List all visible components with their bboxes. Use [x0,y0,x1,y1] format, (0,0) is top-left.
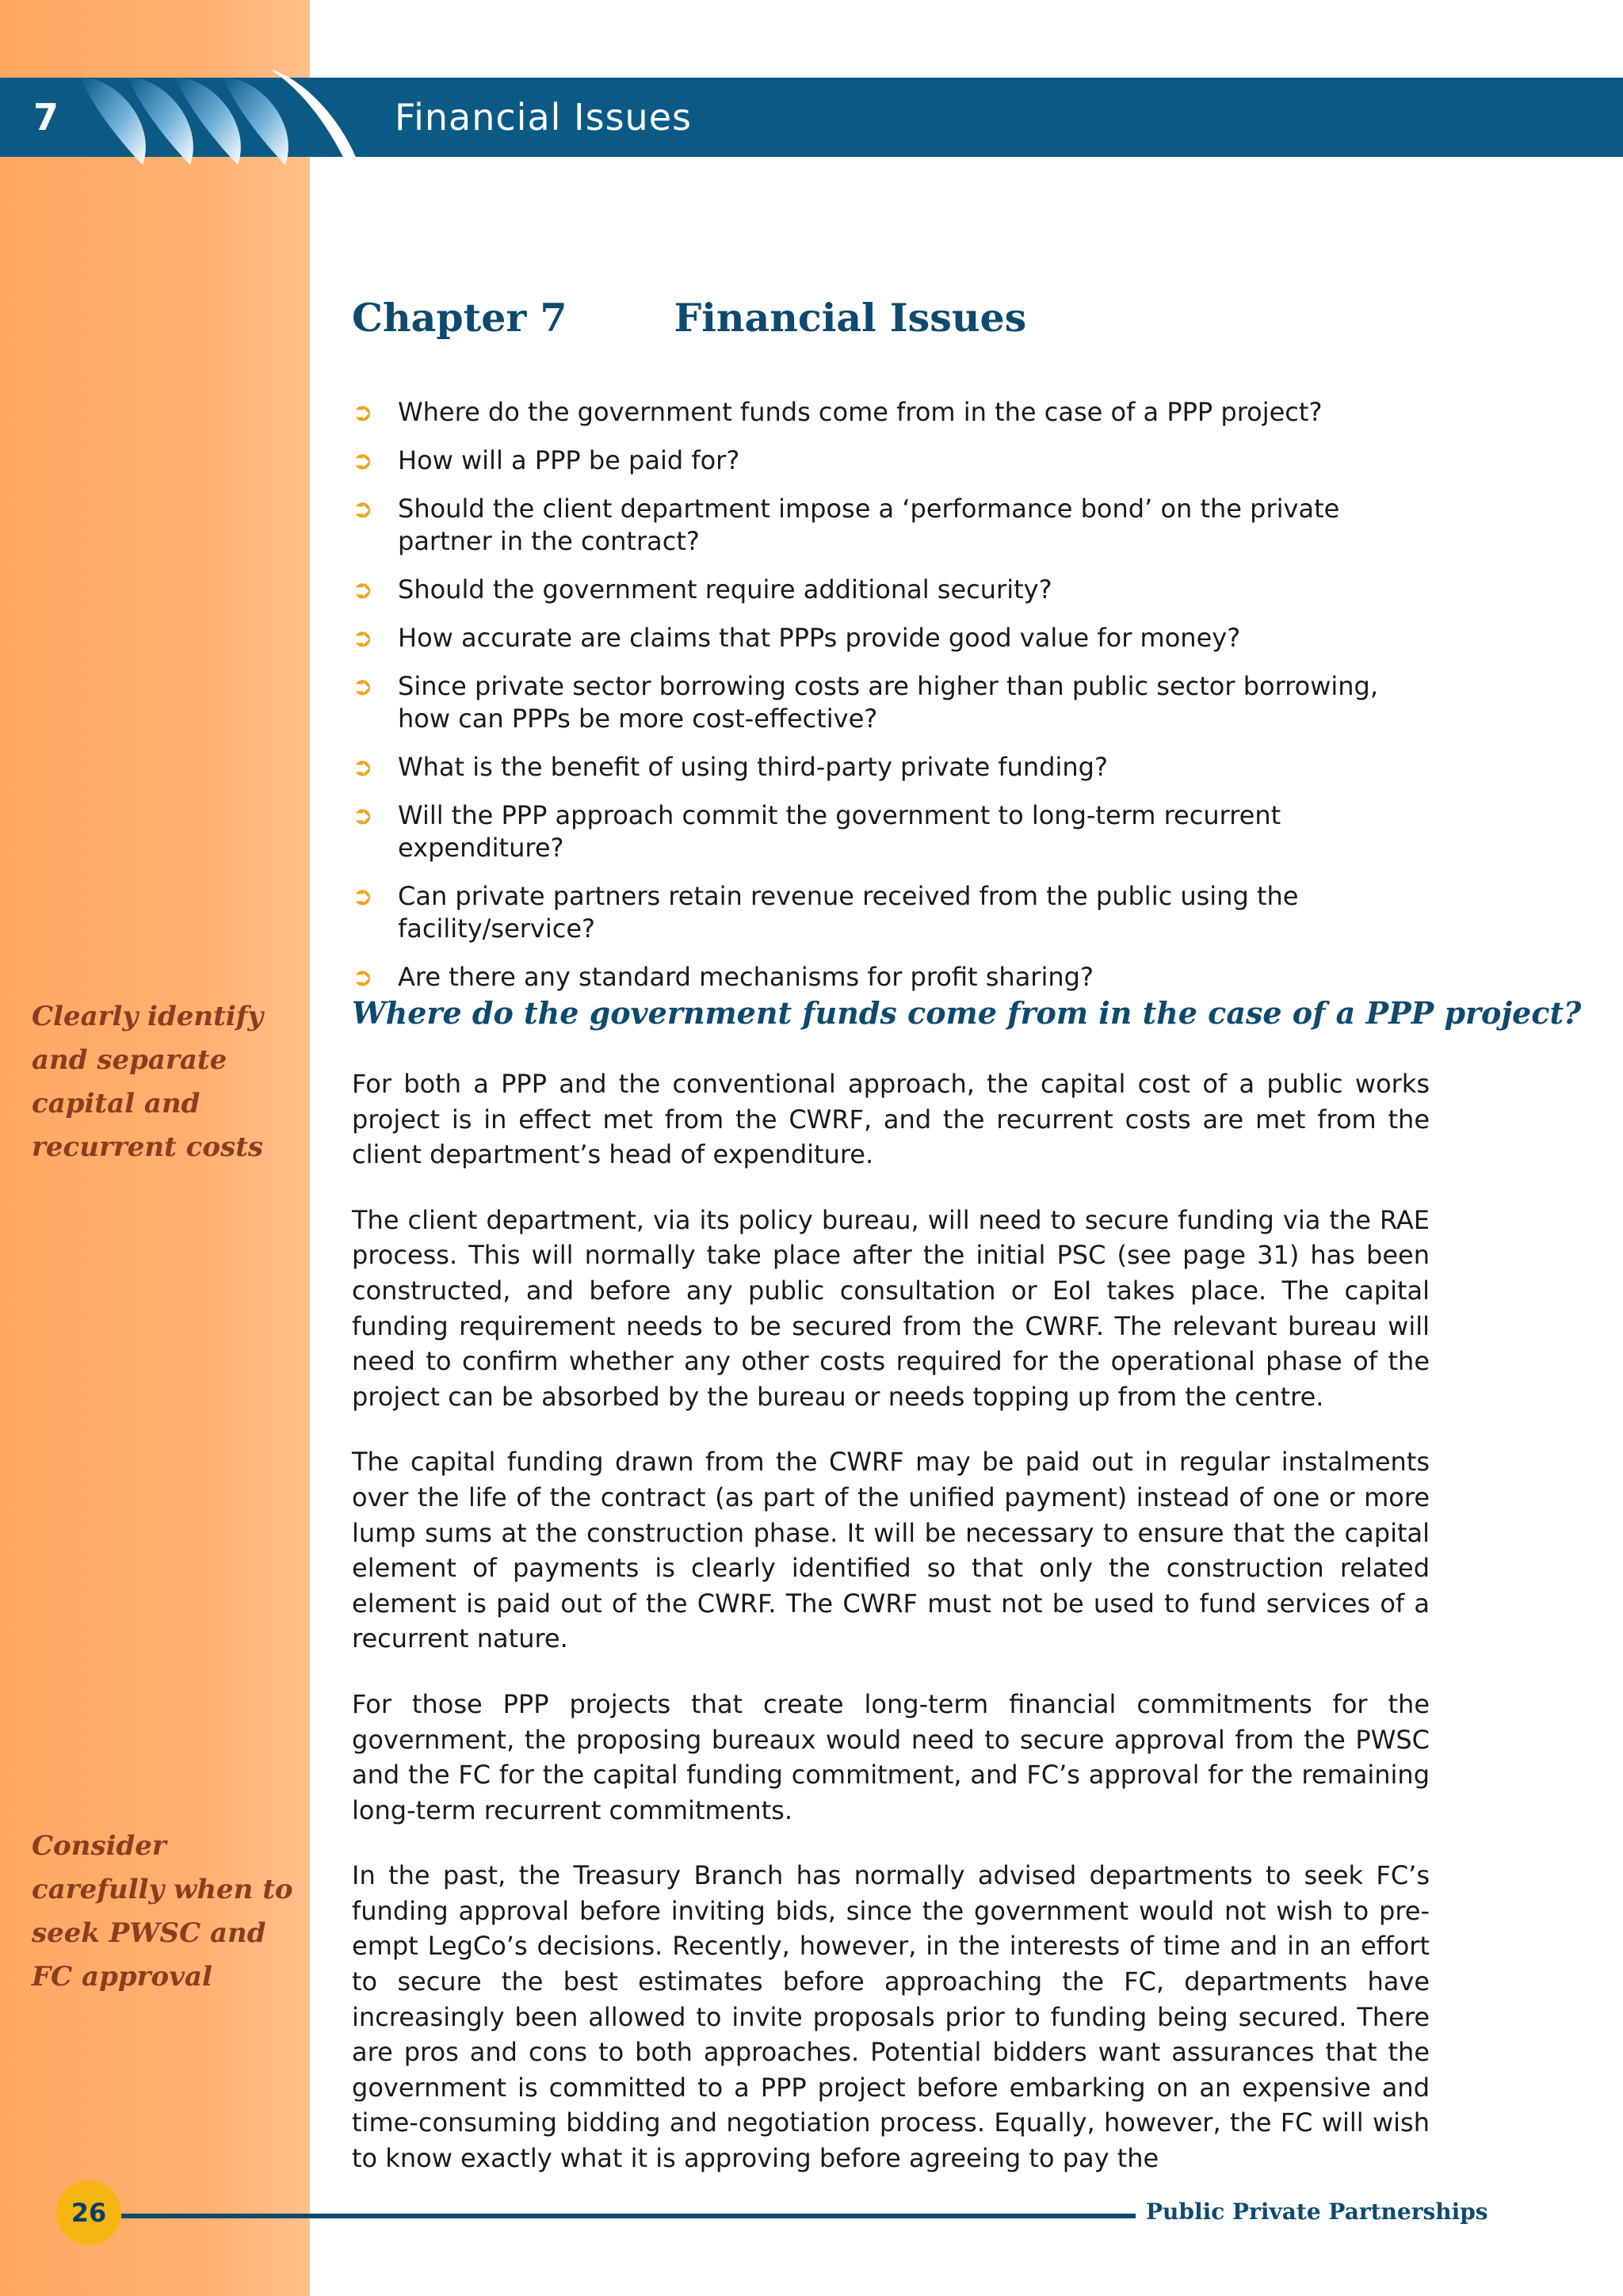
circle-arrow-right-icon: ➲ [352,623,373,653]
chapter-title: Financial Issues [674,295,1027,341]
question-text: What is the benefit of using third-party private funding? [398,752,1108,782]
question-item [352,396,1438,429]
question-text: Will the PPP approach commit the government to long-term recurrent expenditure? [398,800,1281,863]
question-item [352,799,1438,864]
question-item [352,880,1438,945]
circle-arrow-right-icon: ➲ [352,962,373,992]
circle-arrow-right-icon: ➲ [352,881,373,911]
paragraph: For those PPP projects that create long-term financial commitments for the government, the proposing bureaux would need to secure approval from the PWSC and the FC for the capital funding commitment, and FC’s approval for the remaining long-term recurrent commitments. [352,1688,1430,1825]
question-item [352,751,1438,784]
chapter-label: Chapter 7 [352,295,567,341]
circle-arrow-right-icon: ➲ [352,800,373,830]
side-note-capital-costs: Clearly identify and separate capital and recurrent costs [32,1001,264,1163]
paragraph: For both a PPP and the conventional approach, the capital cost of a public works project is in effect met from the CWRF, and the recurrent costs are met from the client department’s head of expenditure. [352,1069,1430,1170]
section-body [352,1066,1430,2206]
question-item [352,444,1438,477]
footer-publication-title: Public Private Partnerships [1146,2199,1488,2225]
question-text: How accurate are claims that PPPs provide good value for money? [398,623,1241,653]
question-item [352,961,1438,994]
paragraph: In the past, the Treasury Branch has normally advised departments to seek FC’s funding approval before inviting bids, since the government would not wish to pre-empt LegCo’s decisions. Recently, however, in the interests of time and in an effort to secure the best estimates before approaching the FC, departments have increasingly been allowed to invite proposals prior to funding being secured. There are pros and cons to both approaches. Potential bidders want assurances that the government is committed to a PPP project before embarking on an expensive and time-consuming bidding and negotiation process. Equally, however, the FC will wish to know exactly what it is approving before agreeing to pay the [352,1860,1430,2174]
question-text: How will a PPP be paid for? [398,445,740,475]
question-text: Since private sector borrowing costs are higher than public sector borrowing, how can PPPs be more cost-effective? [398,671,1379,734]
circle-arrow-right-icon: ➲ [352,671,373,701]
question-item [352,574,1438,606]
question-item [352,670,1438,735]
circle-arrow-right-icon: ➲ [352,574,373,605]
page-number: 26 [56,2180,121,2245]
circle-arrow-right-icon: ➲ [352,752,373,782]
question-item [352,493,1438,558]
question-text: Should the client department impose a ‘performance bond’ on the private partner in the contract? [398,494,1340,556]
header-chapter-number: 7 [33,96,59,139]
circle-arrow-right-icon: ➲ [352,445,373,475]
side-note-pwsc-fc-approval: Consider carefully when to seek PWSC and FC approval [32,1830,293,1993]
chapter-heading [352,295,1026,341]
question-text: Where do the government funds come from in the case of a PPP project? [398,397,1323,427]
swoosh-stripes-icon [63,70,365,173]
question-list [352,396,1438,1009]
question-text: Should the government require additional security? [398,574,1052,605]
question-text: Can private partners retain revenue received from the public using the facility/service? [398,881,1299,944]
paragraph: The capital funding drawn from the CWRF may be paid out in regular instalments over the life of the contract (as part of the unified payment) instead of one or more lump sums at the construction phase. It will be necessary to ensure that the capital element of payments is clearly identified so that only the construction related element is paid out of the CWRF. The CWRF must not be used to fund services of a recurrent nature. [352,1447,1430,1654]
circle-arrow-right-icon: ➲ [352,494,373,524]
question-text: Are there any standard mechanisms for profit sharing? [398,962,1094,992]
question-item [352,622,1438,654]
header-title: Financial Issues [395,96,692,139]
section-heading: Where do the government funds come from in the case of a PPP project? [352,995,1582,1031]
circle-arrow-right-icon: ➲ [352,397,373,427]
footer-rule [121,2214,1136,2218]
paragraph: The client department, via its policy bureau, will need to secure funding via the RAE process. This will normally take place after the initial PSC (see page 31) has been constructed, and before any public consultation or EoI takes place. The capital funding requirement needs to be secured from the CWRF. The relevant bureau will need to confirm whether any other costs required for the operational phase of the project can be absorbed by the bureau or needs topping up from the centre. [352,1204,1430,1412]
